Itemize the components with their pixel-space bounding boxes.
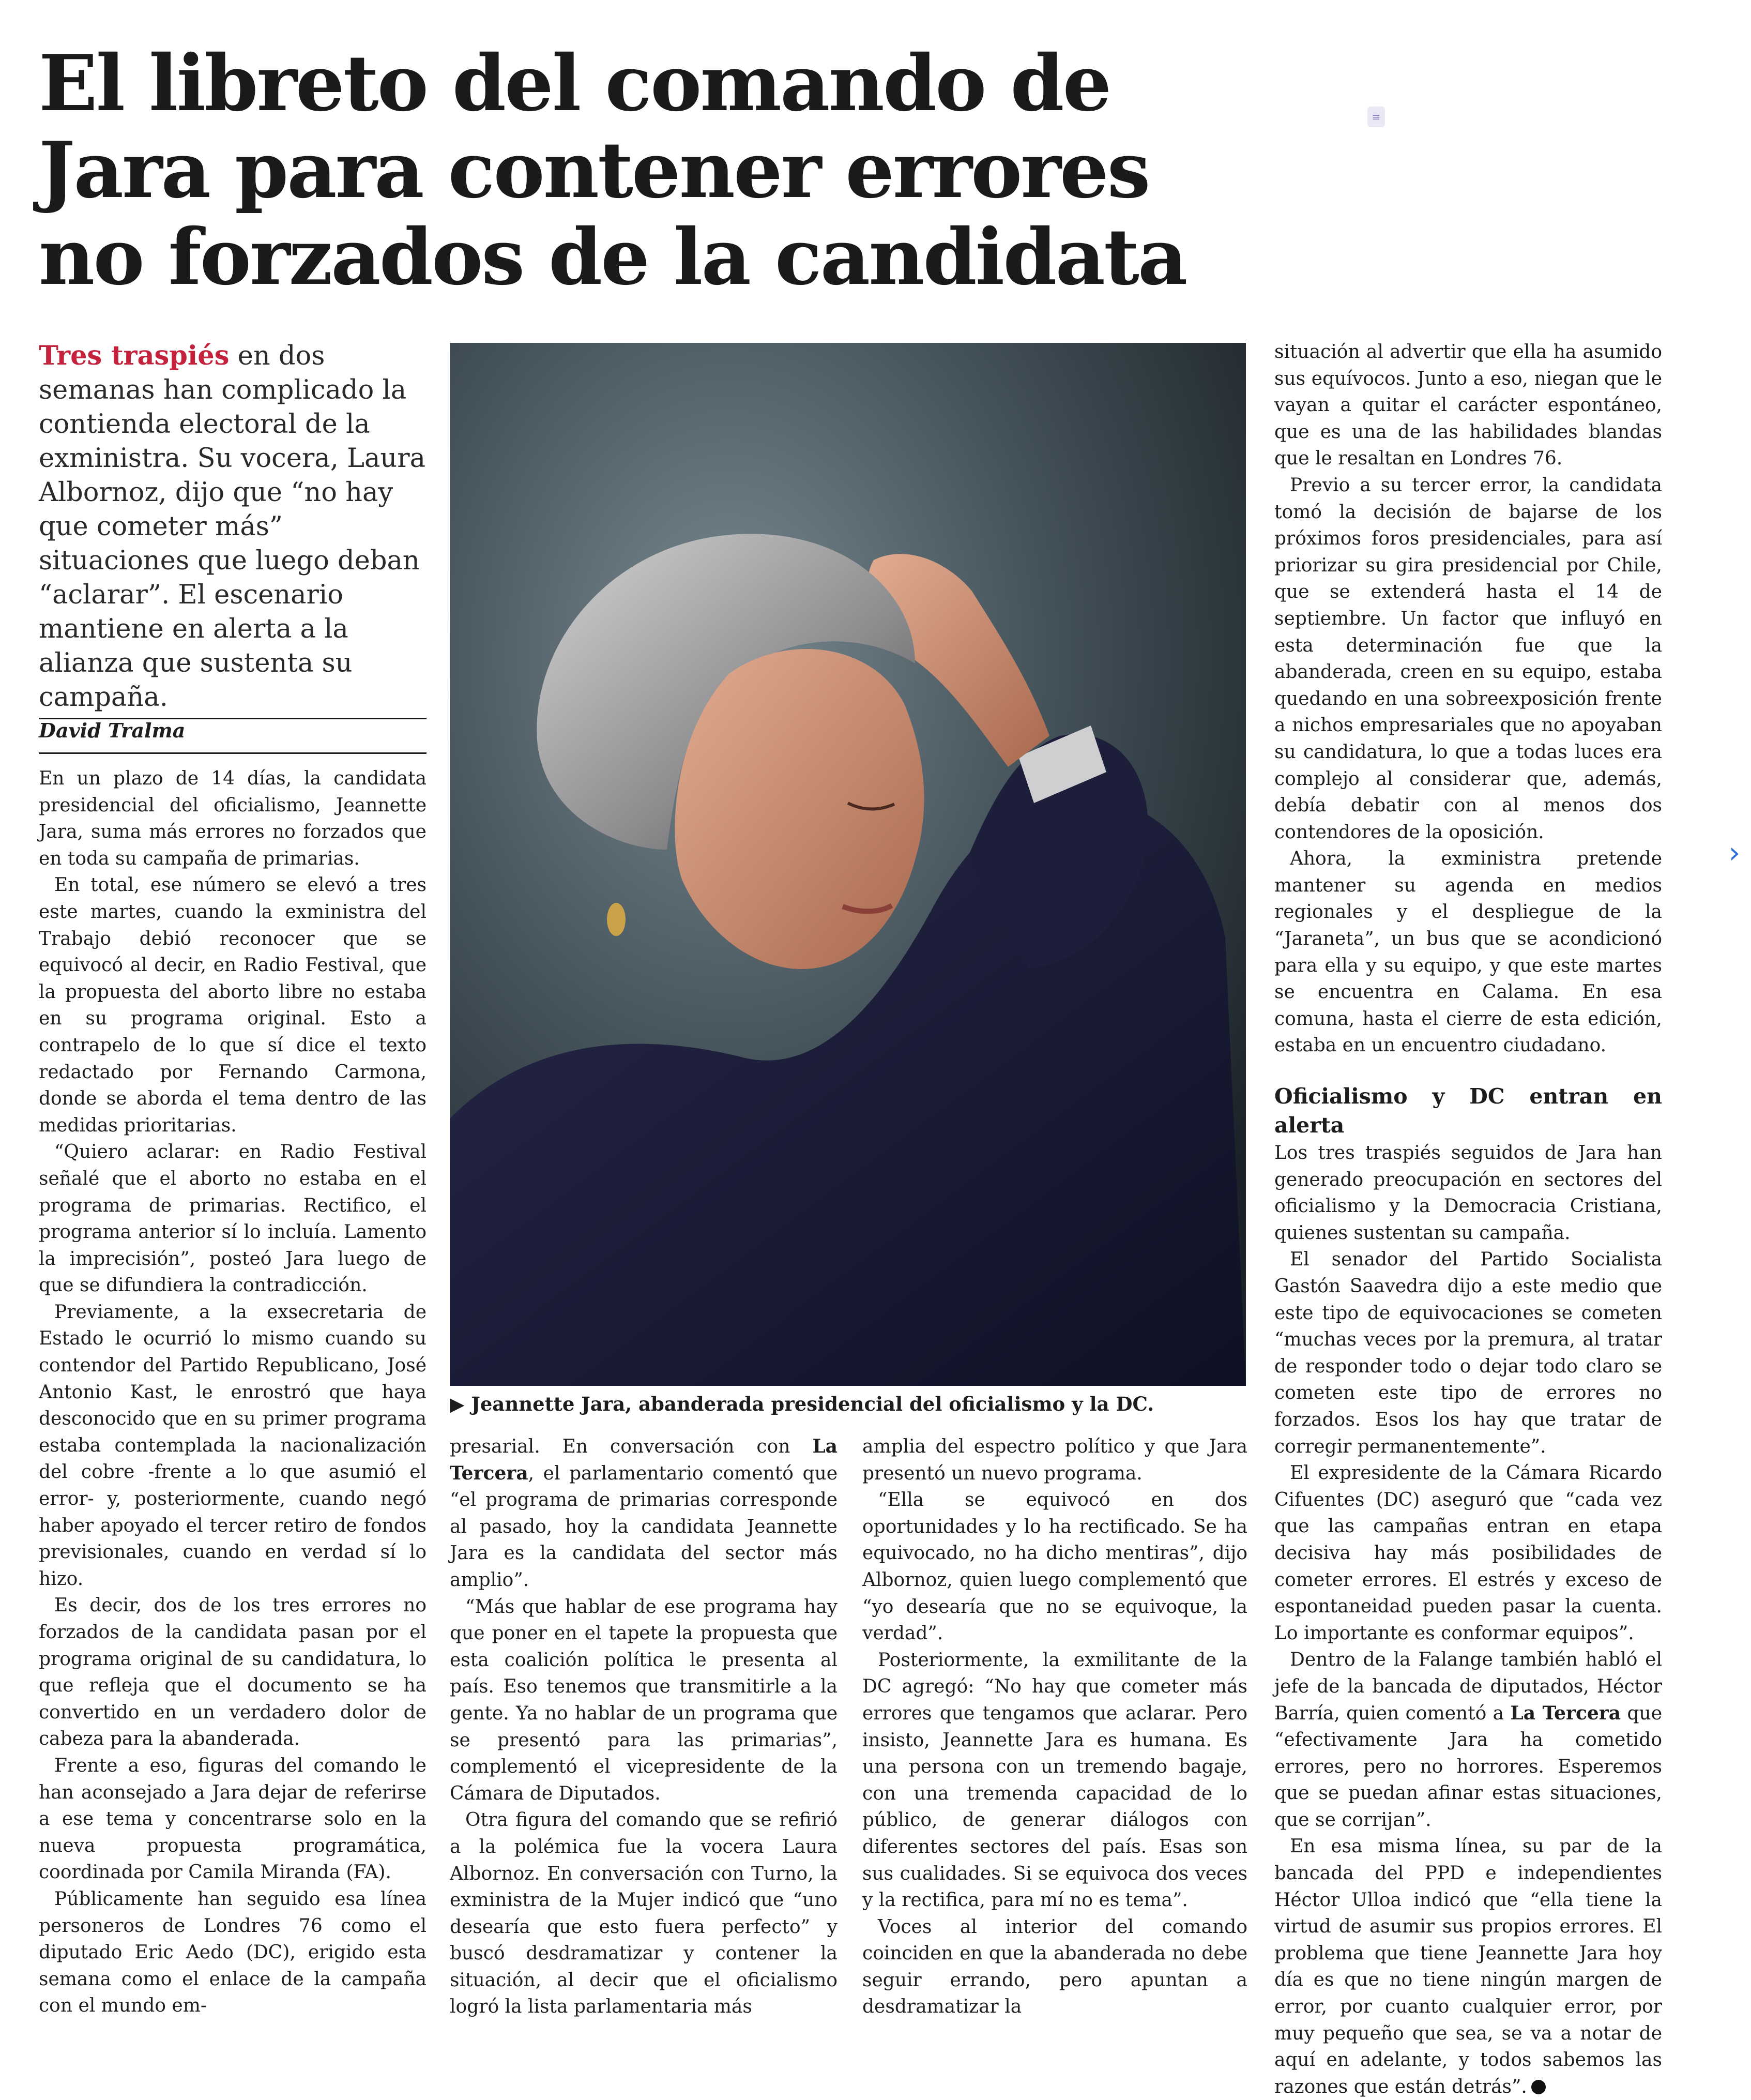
paragraph: En total, ese número se elevó a tres este martes, cuando la exministra del Trabajo debió reconocer que se equivocó al decir, en Radio Festival, que la propuesta del aborto libre no estaba en su programa original. Esto a contrapelo de lo que sí dice el texto redactado por Fernando Carmona, donde se aborda el tema dentro de las medidas prioritarias. <box>39 874 427 1136</box>
headline-line-3: no forzados de la candidata <box>39 212 1186 303</box>
text-run: Dentro de la Falange también habló el jefe de la bancada de diputados, Héctor Barría, quien comentó a <box>1274 1649 1662 1724</box>
paragraph: El expresidente de la Cámara Ricardo Cifuentes (DC) aseguró que “cada vez que las campañas entran en etapa decisiva hay más posibilidades de cometer errores. El estrés y exceso de espontaneidad pueden pasar la cuenta. Lo importante es conformar equipos”. <box>1274 1462 1662 1644</box>
lead-text: en dos semanas han complicado la contienda electoral de la exministra. Su vocera, Laura Albornoz, dijo que “no hay que cometer más” situaciones que luego deban “aclarar”. El escenario mantiene en alerta a la alianza que sustenta su campaña. <box>39 341 426 713</box>
paragraph: Voces al interior del comando coinciden en que la abanderada no debe seguir errando, pero apuntan a desdramatizar la <box>862 1916 1247 2018</box>
article-column-2 <box>450 1433 838 2020</box>
paragraph: Otra figura del comando que se refirió a la polémica fue la vocera Laura Albornoz. En conversación con Turno, la exministra de la Mujer indicó que “uno desearía que esto fuera perfecto” y buscó desdramatizar y contener la situación, al decir que el oficialismo logró la lista parlamentaria más <box>450 1809 838 2018</box>
photo-caption: ▶ Jeannette Jara, abanderada presidencial del oficialismo y la DC. <box>450 1393 1154 1415</box>
end-mark-icon <box>1531 2080 1546 2094</box>
paragraph: En un plazo de 14 días, la candidata presidencial del oficialismo, Jeannette Jara, suma más errores no forzados que en toda su campaña de primarias. <box>39 768 427 869</box>
byline: David Tralma <box>39 719 186 742</box>
paragraph <box>1274 1646 1662 1833</box>
paragraph <box>1274 1833 1662 2100</box>
photo-illustration <box>450 343 1246 1386</box>
section-subheading: Oficialismo y DC entran en alerta <box>1274 1084 1662 1138</box>
publication-name: La Tercera <box>450 1436 838 1484</box>
headline-line-1: El libreto del comando de <box>39 38 1110 129</box>
paragraph: “Más que hablar de ese programa hay que poner en el tapete la propuesta que esta coalición política le presenta al país. Eso tenemos que transmitirle a la gente. Ya no hablar de un programa que se presentó para las primarias”, complementó el vicepresidente de la Cámara de Diputados. <box>450 1596 838 1804</box>
paragraph: Es decir, dos de los tres errores no forzados de la candidata pasan por el programa original de su candidatura, lo que refleja que el documento se ha convertido en un verdadero dolor de cabeza para la abanderada. <box>39 1595 427 1750</box>
text-run: , el parlamentario comentó que “el programa de primarias corresponde al pasado, hoy la candidata Jeannette Jara es la candidata del sector más amplio”. <box>450 1462 838 1591</box>
paragraph: El senador del Partido Socialista Gastón Saavedra dijo a este medio que este tipo de equivocaciones se cometen “muchas veces por la premura, al tratar de responder todo o dejar todo claro se cometen este tipo de errores no forzados. Esos los hay que tratar de corregir permanentemente”. <box>1274 1249 1662 1457</box>
byline-bottom-rule <box>39 752 427 754</box>
paragraph: Ahora, la exministra pretende mantener su agenda en medios regionales y el despliegue de la “Jaraneta”, un bus que se acondicionó para ella y su equipo, y que este martes se encuentra en Calama. En esa comuna, hasta el cierre de esta edición, estaba en un encuentro ciudadano. <box>1274 848 1662 1056</box>
next-page-chevron-icon[interactable]: › <box>1728 836 1741 870</box>
candidate-photo <box>450 343 1246 1386</box>
paragraph: “Quiero aclarar: en Radio Festival señalé que el aborto no estaba en el programa de primarias. Rectifico, el programa anterior sí lo incluía. Lamento la imprecisión”, posteó Jara luego de que se difundiera la contradicción. <box>39 1141 427 1296</box>
lead-paragraph <box>39 339 432 715</box>
paragraph <box>450 1433 838 1594</box>
menu-icon[interactable]: ≡ <box>1367 107 1385 127</box>
text-run: presarial. En conversación con <box>450 1436 813 1457</box>
paragraph: situación al advertir que ella ha asumido sus equívocos. Junto a eso, niegan que le vayan a quitar el carácter espontáneo, que es una de las habilidades blandas que le resaltan en Londres 76. <box>1274 341 1662 470</box>
article-column-3 <box>862 1433 1247 2020</box>
paragraph: Frente a eso, figuras del comando le han aconsejado a Jara dejar de referirse a ese tema y concentrarse solo en la nueva propuesta programática, coordinada por Camila Miranda (FA). <box>39 1755 427 1883</box>
article-column-1 <box>39 765 427 2019</box>
headline-line-2: Jara para contener errores <box>39 125 1149 216</box>
paragraph: Previo a su tercer error, la candidata tomó la decisión de bajarse de los próximos foros presidenciales, para así priorizar su gira presidencial por Chile, que se extenderá hasta el 14 de septiembre. Un factor que influyó en esta determinación fue que la abanderada, creen en su equipo, estaba quedando en una sobreexposición frente a nichos empresariales que no apoyaban su candidatura, lo que a todas luces era complejo al considerar que, además, debía debatir con al menos dos contendores de la oposición. <box>1274 474 1662 843</box>
paragraph: Posteriormente, la exmilitante de la DC agregó: “No hay que cometer más errores que tengamos que aclarar. Pero insisto, Jeannette Jara es humana. Es una persona con un tremendo bagaje, con una tremenda capacidad de lo público, de generar diálogos con diferentes sectores del país. Esas son sus cualidades. Si se equivoca dos veces y la rectifica, para mí no es tema”. <box>862 1649 1247 1911</box>
paragraph: Públicamente han seguido esa línea personeros de Londres 76 como el diputado Eric Aedo (DC), erigido esta semana como el enlace de la campaña con el mundo em- <box>39 1888 427 2017</box>
text-run: que “efectivamente Jara ha cometido errores, pero no horrores. Esperemos que se puedan afinar estas situaciones, que se corrijan”. <box>1274 1702 1662 1831</box>
lead-highlight: Tres traspiés <box>39 340 230 371</box>
paragraph: Previamente, a la exsecretaria de Estado le ocurrió lo mismo cuando su contendor del Partido Republicano, José Antonio Kast, le enrostró que haya desconocido que en su primer programa estaba contemplada la nacionalización del cobre -frente a lo que asumió el error- y, posteriormente, cuando negó haber apoyado el tercer retiro de fondos previsionales, cuando en verdad sí lo hizo. <box>39 1301 427 1590</box>
paragraph: “Ella se equivocó en dos oportunidades y lo ha rectificado. Se ha equivocado, no ha dicho mentiras”, dijo Albornoz, quien luego complementó que “yo desearía que no se equivoque, la verdad”. <box>862 1489 1247 1644</box>
paragraph: Los tres traspiés seguidos de Jara han generado preocupación en sectores del oficialismo y la Democracia Cristiana, quienes sustentan su campaña. <box>1274 1142 1662 1244</box>
publication-name: La Tercera <box>1510 1702 1621 1724</box>
text-run: En esa misma línea, su par de la bancada del PPD e independientes Héctor Ulloa indicó que “ella tiene la virtud de asumir sus propios errores. El problema que tiene Jeannette Jara hoy día es que no tiene ningún margen de error, por cuanto cualquier error, por muy pequeño que sea, se va a notar de aquí en adelante, y todos sabemos las razones que están detrás”. <box>1274 1836 1662 2097</box>
headline <box>39 40 1207 301</box>
article-column-4 <box>1274 339 1662 2100</box>
paragraph: amplia del espectro político y que Jara presentó un nuevo programa. <box>862 1436 1247 1484</box>
